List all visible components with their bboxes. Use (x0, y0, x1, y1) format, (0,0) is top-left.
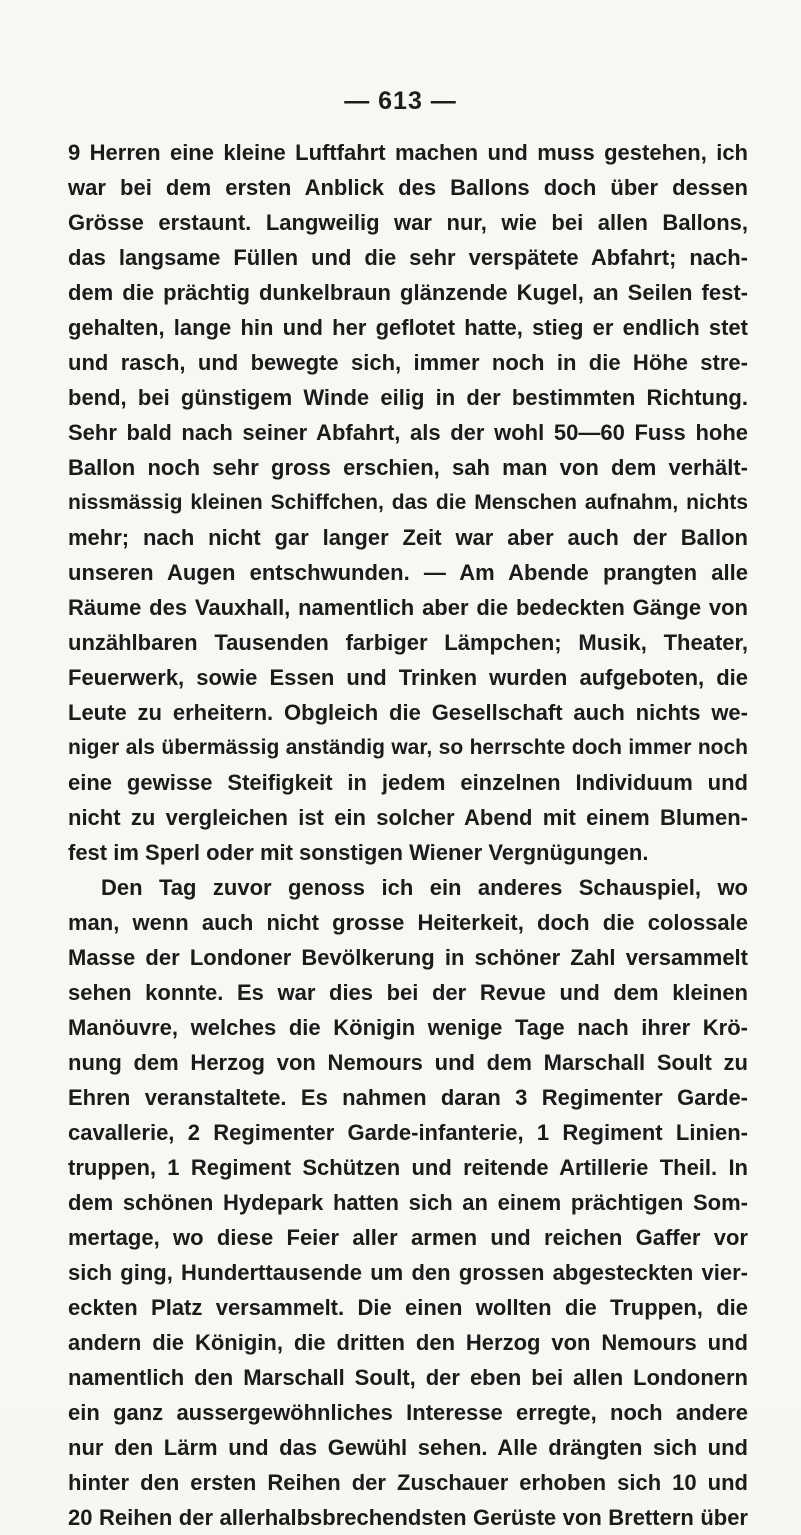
text-line: cavallerie, 2 Regimenter Garde-infanterie, 1 Regiment Linien- (68, 1120, 748, 1145)
text-line: Räume des Vauxhall, namentlich aber die bedeckten Gänge von (68, 595, 748, 620)
text-line: dem die prächtig dunkelbraun glänzende Kugel, an Seilen fest- (68, 280, 748, 305)
page-number: — 613 — (344, 87, 457, 115)
text-line: sehen konnte. Es war dies bei der Revue und dem kleinen (68, 980, 748, 1005)
text-line: dem schönen Hydepark hatten sich an einem prächtigen Som- (68, 1190, 748, 1215)
text-line: Ballon noch sehr gross erschien, sah man von dem verhält- (68, 455, 748, 480)
text-line: nicht zu vergleichen ist ein solcher Abend mit einem Blumen- (68, 805, 748, 830)
text-line: andern die Königin, die dritten den Herzog von Nemours und (68, 1330, 748, 1355)
text-line: war bei dem ersten Anblick des Ballons doch über dessen (68, 175, 748, 200)
text-line: man, wenn auch nicht grosse Heiterkeit, doch die colossale (68, 910, 748, 935)
text-line: 9 Herren eine kleine Luftfahrt machen und muss gestehen, ich (68, 140, 748, 165)
text-line: Masse der Londoner Bevölkerung in schöner Zahl versammelt (68, 945, 748, 970)
text-line: unzählbaren Tausenden farbiger Lämpchen; Musik, Theater, (68, 630, 748, 655)
text-line: Manöuvre, welches die Königin wenige Tage nach ihrer Krö- (68, 1015, 748, 1040)
text-line: nissmässig kleinen Schiffchen, das die Menschen aufnahm, nichts (68, 491, 748, 514)
text-line: mehr; nach nicht gar langer Zeit war aber auch der Ballon (68, 525, 748, 550)
text-line: ein ganz aussergewöhnliches Interesse erregte, noch andere (68, 1400, 748, 1425)
text-line: nung dem Herzog von Nemours und dem Marschall Soult zu (68, 1050, 748, 1075)
text-line: das langsame Füllen und die sehr verspätete Abfahrt; nach- (68, 245, 748, 270)
text-line: 20 Reihen der allerhalbsbrechendsten Gerüste von Brettern über (68, 1505, 748, 1530)
text-line: hinter den ersten Reihen der Zuschauer erhoben sich 10 und (68, 1470, 748, 1495)
body-text (68, 135, 748, 1535)
text-line: nur den Lärm und das Gewühl sehen. Alle drängten sich und (68, 1435, 748, 1460)
text-line: eine gewisse Steifigkeit in jedem einzelnen Individuum und (68, 770, 748, 795)
text-line: eckten Platz versammelt. Die einen wollten die Truppen, die (68, 1295, 748, 1320)
text-line: Feuerwerk, sowie Essen und Trinken wurden aufgeboten, die (68, 665, 748, 690)
text-line: mertage, wo diese Feier aller armen und reichen Gaffer vor (68, 1225, 748, 1250)
text-line: Sehr bald nach seiner Abfahrt, als der wohl 50—60 Fuss hohe (68, 420, 748, 445)
text-line: truppen, 1 Regiment Schützen und reitende Artillerie Theil. In (68, 1155, 748, 1180)
text-line: Leute zu erheitern. Obgleich die Gesellschaft auch nichts we- (68, 700, 748, 725)
text-line: und rasch, und bewegte sich, immer noch in die Höhe stre- (68, 350, 748, 375)
text-line: niger als übermässig anständig war, so herrschte doch immer noch (68, 736, 748, 759)
text-line: bend, bei günstigem Winde eilig in der bestimmten Richtung. (68, 385, 748, 410)
text-line: fest im Sperl oder mit sonstigen Wiener Vergnügungen. (68, 840, 649, 865)
text-line: namentlich den Marschall Soult, der eben bei allen Londonern (68, 1365, 748, 1390)
text-line: sich ging, Hunderttausende um den grossen abgesteckten vier- (68, 1260, 748, 1285)
text-line: Den Tag zuvor genoss ich ein anderes Schauspiel, wo (101, 875, 748, 900)
text-line: unseren Augen entschwunden. — Am Abende prangten alle (68, 560, 748, 585)
text-line: gehalten, lange hin und her geflotet hatte, stieg er endlich stet (68, 315, 748, 340)
text-line: Ehren veranstaltete. Es nahmen daran 3 Regimenter Garde- (68, 1085, 748, 1110)
text-line: Grösse erstaunt. Langweilig war nur, wie bei allen Ballons, (68, 210, 748, 235)
